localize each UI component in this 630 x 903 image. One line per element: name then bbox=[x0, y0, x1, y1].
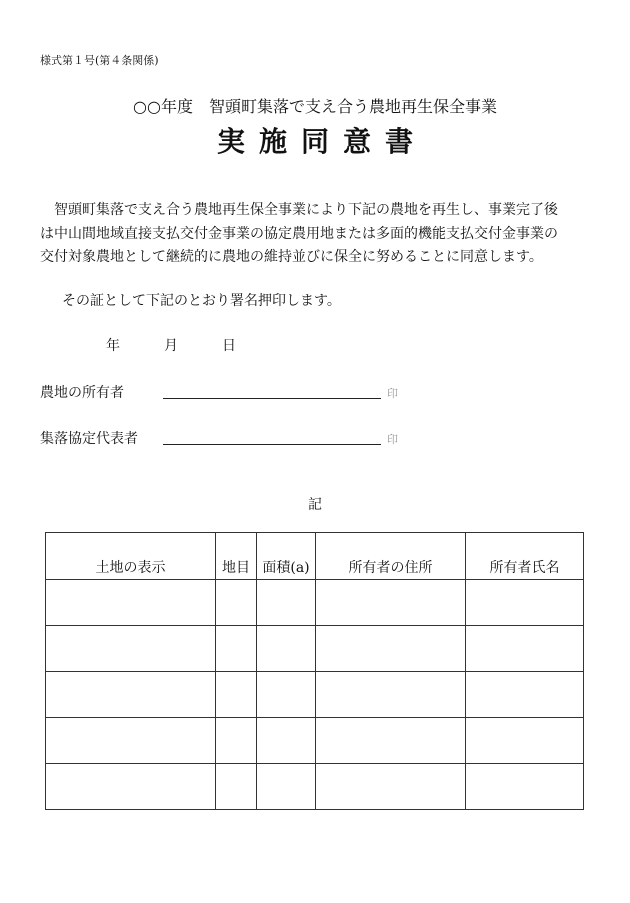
table-cell[interactable] bbox=[216, 580, 257, 626]
representative-seal-mark: 印 bbox=[387, 433, 398, 446]
date-year-label: 年 bbox=[106, 338, 120, 354]
land-table bbox=[45, 532, 584, 810]
document-title: 実施同意書 bbox=[216, 125, 427, 158]
table-cell[interactable] bbox=[466, 764, 584, 810]
owner-signature-line[interactable] bbox=[163, 398, 381, 399]
date-day-label: 日 bbox=[222, 338, 236, 354]
proof-statement: その証として下記のとおり署名押印します。 bbox=[62, 293, 341, 309]
form-number: 様式第１号(第４条関係) bbox=[40, 54, 159, 67]
table-cell[interactable] bbox=[216, 626, 257, 672]
table-cell[interactable] bbox=[466, 672, 584, 718]
table-cell[interactable] bbox=[257, 764, 316, 810]
col-land-description: 土地の表示 bbox=[46, 533, 216, 580]
table-row bbox=[46, 764, 584, 810]
owner-seal-mark: 印 bbox=[387, 387, 398, 400]
table-cell[interactable] bbox=[466, 718, 584, 764]
col-owner-name: 所有者氏名 bbox=[466, 533, 584, 580]
table-cell[interactable] bbox=[216, 672, 257, 718]
representative-label: 集落協定代表者 bbox=[40, 431, 138, 447]
representative-signature-line[interactable] bbox=[163, 444, 381, 445]
table-cell[interactable] bbox=[46, 718, 216, 764]
body-line-2: は中山間地域直接支払交付金事業の協定農用地または多面的機能支払交付金事業の bbox=[40, 225, 558, 242]
ki-heading: 記 bbox=[308, 497, 322, 513]
table-cell[interactable] bbox=[257, 580, 316, 626]
table-cell[interactable] bbox=[466, 580, 584, 626]
table-cell[interactable] bbox=[316, 672, 466, 718]
table-cell[interactable] bbox=[316, 626, 466, 672]
table-row bbox=[46, 580, 584, 626]
table-cell[interactable] bbox=[46, 764, 216, 810]
table-cell[interactable] bbox=[257, 718, 316, 764]
table-row bbox=[46, 718, 584, 764]
table-cell[interactable] bbox=[216, 718, 257, 764]
body-line-3: 交付対象農地として継続的に農地の維持並びに保全に努めることに同意します。 bbox=[40, 249, 543, 265]
table-cell[interactable] bbox=[316, 580, 466, 626]
table-cell[interactable] bbox=[46, 580, 216, 626]
table-cell[interactable] bbox=[46, 672, 216, 718]
table-cell[interactable] bbox=[216, 764, 257, 810]
col-area: 面積(a) bbox=[257, 533, 316, 580]
table-cell[interactable] bbox=[257, 626, 316, 672]
owner-label: 農地の所有者 bbox=[40, 385, 124, 401]
table-cell[interactable] bbox=[316, 764, 466, 810]
date-month-label: 月 bbox=[164, 338, 178, 354]
document-subtitle: ○○年度 智頭町集落で支え合う農地再生保全事業 bbox=[133, 97, 497, 116]
table-row bbox=[46, 672, 584, 718]
table-row bbox=[46, 626, 584, 672]
table-cell[interactable] bbox=[466, 626, 584, 672]
table-cell[interactable] bbox=[46, 626, 216, 672]
body-line-1: 智頭町集落で支え合う農地再生保全事業により下記の農地を再生し、事業完了後 bbox=[54, 202, 558, 218]
table-cell[interactable] bbox=[316, 718, 466, 764]
table-cell[interactable] bbox=[257, 672, 316, 718]
table-header-row bbox=[46, 533, 584, 580]
col-owner-address: 所有者の住所 bbox=[316, 533, 466, 580]
col-land-category: 地目 bbox=[216, 533, 257, 580]
consent-paragraph bbox=[40, 199, 590, 270]
